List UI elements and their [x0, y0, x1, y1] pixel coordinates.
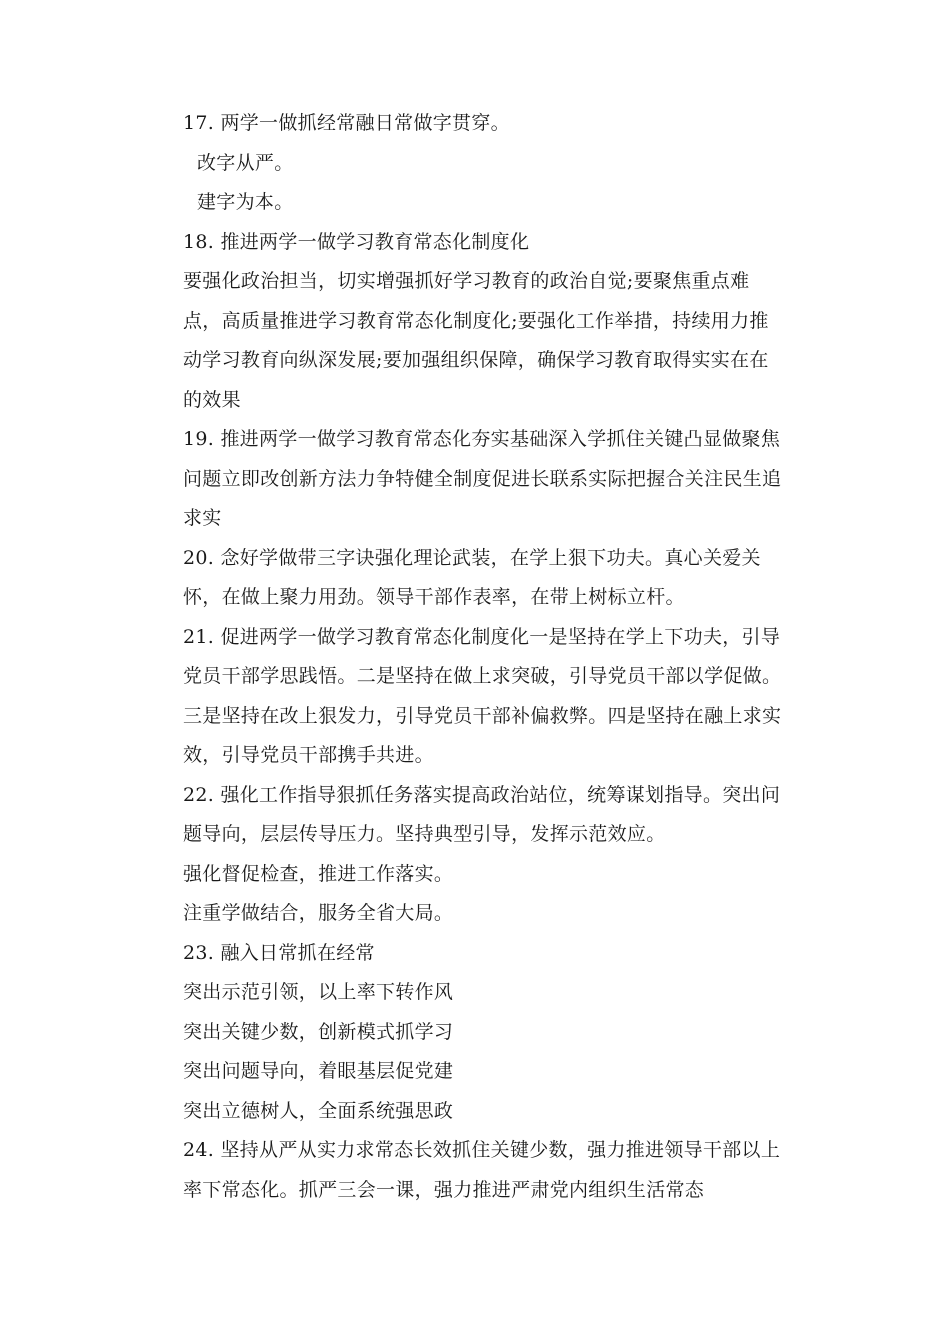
paragraph-17-jian: 建字为本。	[197, 191, 294, 213]
paragraph-17-gai: 改字从严。	[197, 151, 294, 174]
paragraph-23-item-3: 突出问题导向，着眼基层促党建	[183, 1060, 454, 1082]
paragraph-20: 20. 念好学做带三字诀强化理论武装，在学上狠下功夫。真心关爱关怀，在做上聚力用劲。领导干部作表率，在带上树标立杆。	[183, 546, 761, 608]
paragraph-23-item-4: 突出立德树人，全面系统强思政	[183, 1099, 454, 1122]
paragraph-24: 24. 坚持从严从实力求常态长效抓住关键少数，强力推进领导干部以上率下常态化。抓严三会一课，强力推进严肃党内组织生活常态	[183, 1139, 781, 1201]
paragraph-22-xuezuo: 注重学做结合，服务全省大局。	[183, 902, 454, 924]
paragraph-18-body: 要强化政治担当，切实增强抓好学习教育的政治自觉;要聚焦重点难点，高质量推进学习教育常态化制度化;要强化工作举措，持续用力推动学习教育向纵深发展;要加强组织保障，确保学习教育取得实实在在的效果	[183, 270, 769, 411]
paragraph-18-heading: 18. 推进两学一做学习教育常态化制度化	[183, 230, 530, 253]
paragraph-23-heading: 23. 融入日常抓在经常	[183, 941, 375, 964]
paragraph-23-item-1: 突出示范引领，以上率下转作风	[183, 981, 454, 1003]
paragraph-19: 19. 推进两学一做学习教育常态化夯实基础深入学抓住关键凸显做聚焦问题立即改创新方法力争特健全制度促进长联系实际把握合关注民生追求实	[183, 428, 782, 529]
document-body	[183, 104, 783, 1210]
paragraph-22-duchu: 强化督促检查，推进工作落实。	[183, 862, 454, 885]
paragraph-17: 17. 两学一做抓经常融日常做字贯穿。	[183, 112, 510, 134]
paragraph-21: 21. 促进两学一做学习教育常态化制度化一是坚持在学上下功夫，引导党员干部学思践悟。二是坚持在做上求突破，引导党员干部以学促做。三是坚持在改上狠发力，引导党员干部补偏救弊。四是坚持在融上求实效，引导党员干部携手共进。	[183, 625, 782, 766]
paragraph-22: 22. 强化工作指导狠抓任务落实提高政治站位，统筹谋划指导。突出问题导向，层层传导压力。坚持典型引导，发挥示范效应。	[183, 783, 781, 845]
paragraph-23-item-2: 突出关键少数，创新模式抓学习	[183, 1020, 454, 1043]
